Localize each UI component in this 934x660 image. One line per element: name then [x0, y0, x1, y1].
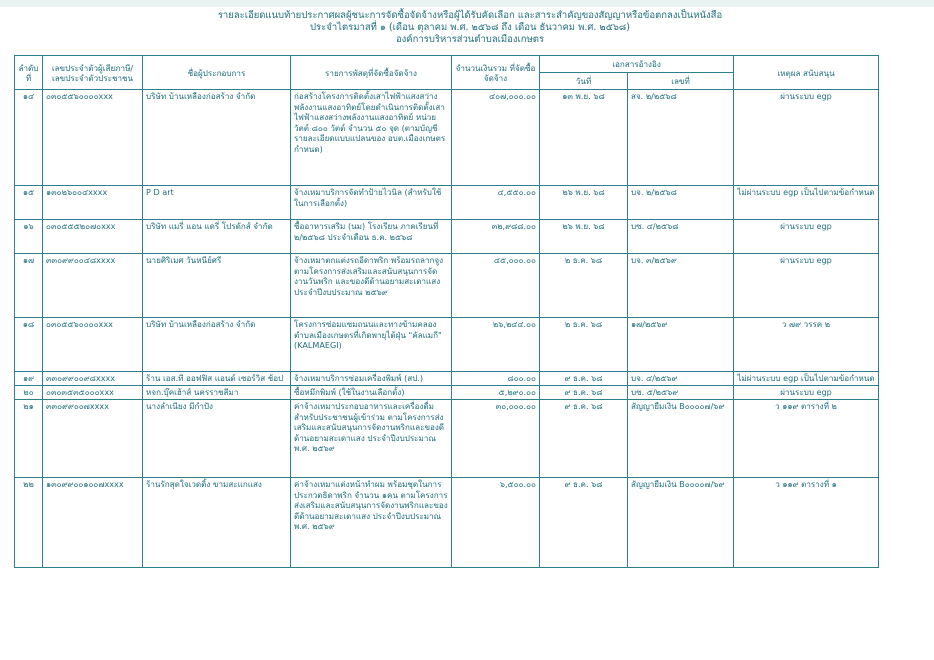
header-reason: เหตุผล สนับสนุน — [734, 56, 879, 90]
row-no: ๑๙ — [15, 372, 43, 386]
row-taxid: ๐๓๐๓๕๓๕๐๐๐xxx — [43, 386, 143, 400]
table-row — [15, 254, 879, 318]
row-description: ค่าจ้างเหมาแต่งหน้าทำผม พร้อมชุดในการประกวดธิดาพริก จำนวน ๑คน ตามโครงการส่งเสริมและสนับสนุนการจัดงานพริกและของดีด้านอยามสะเดาแสง ประจำปีงบประมาณ พ.ศ. ๒๕๖๙ — [291, 478, 452, 568]
header-description: รายการพัสดุที่จัดซื้อจัดจ้าง — [291, 56, 452, 90]
row-date: ๙ ธ.ค. ๖๘ — [540, 372, 628, 386]
table-row — [15, 90, 879, 186]
table-row — [15, 186, 879, 220]
row-amount: ๕,๒๙๐.๐๐ — [452, 386, 540, 400]
row-amount: ๒๖,๒๔๔.๐๐ — [452, 318, 540, 372]
row-description: จ้างเหมาบริการซ่อมเครื่องพิมพ์ (สป.) — [291, 372, 452, 386]
row-amount: ๔๕,๐๐๐.๐๐ — [452, 254, 540, 318]
row-no: ๑๖ — [15, 220, 43, 254]
table-row — [15, 318, 879, 372]
scan-edge — [0, 0, 934, 7]
row-taxid: ๑๓๐๒๖๐๐๔xxxx — [43, 186, 143, 220]
row-amount: ๓๐,๐๐๐.๐๐ — [452, 400, 540, 478]
row-reason: ผ่านระบบ egp — [734, 254, 879, 318]
header-no: ลำดับที่ — [15, 56, 43, 90]
table-row — [15, 400, 879, 478]
row-vendor: นายศิริเมศ วันหนีย์ศรี — [143, 254, 291, 318]
title-line-2: ประจำไตรมาสที่ ๑ (เดือน ตุลาคม พ.ศ. ๒๕๖๘ ถึง เดือน ธันวาคม พ.ศ. ๒๕๖๘) — [310, 22, 630, 34]
header-reference: เอกสารอ้างอิง — [540, 56, 734, 73]
row-number: บซ. ๕/๒๕๖๙ — [628, 386, 734, 400]
table-row — [15, 386, 879, 400]
row-description: จ้างเหมาตกแต่งรถอีดาพริก พร้อมรถลากจูง ตามโครงการส่งเสริมและสนับสนุนการจัดงานวันพริก และของดีด้านอยามสะเดาแสง ประจำปีงบประมาณ ๒๕๖๙ — [291, 254, 452, 318]
row-number: บจ. ๒/๒๕๖๘ — [628, 186, 734, 220]
row-number: บจ. ๔/๒๕๖๙ — [628, 372, 734, 386]
row-description: ซื้ออาหารเสริม (นม) โรงเรียน ภาคเรียนที่ ๒/๒๕๖๘ ประจำเดือน ธ.ค. ๒๕๖๘ — [291, 220, 452, 254]
header-amount: จำนวนเงินรวม ที่จัดซื้อจัดจ้าง — [452, 56, 540, 90]
row-taxid: ๓๓๐๙๙๐๐๙๘xxxx — [43, 372, 143, 386]
row-date: ๑๓ พ.ย. ๖๘ — [540, 90, 628, 186]
row-date: ๙ ธ.ค. ๖๘ — [540, 400, 628, 478]
row-description: ก่อสร้างโครงการติดตั้งเสาไฟฟ้าแสงสว่างพลังงานแสงอาทิตย์โดยดำเนินการติดตั้งเสาไฟฟ้าแสงสว่างพลังงานแสงอาทิตย์ หน่วยวัตต์ ๘๐๐ วัตต์ จำนวน ๕๐ จุด (ตามบัญชีรายละเอียดแบบแปลนของ อบต.เมืองเกษตรกำหนด) — [291, 90, 452, 186]
header-taxid: เลขประจำตัวผู้เสียภาษี/ เลขประจำตัวประชาชน — [43, 56, 143, 90]
row-vendor: บริษัท บ้านเหลืองก่อสร้าง จำกัด — [143, 90, 291, 186]
row-number: สัญญายืมเงิน B๐๐๐๐๗/๖๙ — [628, 478, 734, 568]
row-amount: ๘๐๐.๐๐ — [452, 372, 540, 386]
table-row — [15, 372, 879, 386]
row-reason: ว ๗๙ วรรค ๒ — [734, 318, 879, 372]
row-vendor: P D art — [143, 186, 291, 220]
document-title — [150, 10, 790, 47]
row-no: ๑๘ — [15, 318, 43, 372]
row-taxid: ๑๓๐๙๙๐๐๑๐๐๗xxxx — [43, 478, 143, 568]
row-amount: ๖,๕๐๐.๐๐ — [452, 478, 540, 568]
row-description: โครงการซ่อมแซมถนนและทางข้ามคลอง ตำบลเมืองเกษตรที่เกิดพายุไต้ฝุ่น "คัลแมกี" (KALMAEGI) — [291, 318, 452, 372]
row-vendor: นางลำเนียง มีกำปัง — [143, 400, 291, 478]
row-amount: ๔๐๗,๐๐๐.๐๐ — [452, 90, 540, 186]
table-row — [15, 220, 879, 254]
row-date: ๙ ธ.ค. ๖๘ — [540, 386, 628, 400]
row-reason: ไม่ผ่านระบบ egp เป็นไปตามข้อกำหนด — [734, 186, 879, 220]
row-amount: ๓๒,๙๘๘.๐๐ — [452, 220, 540, 254]
row-taxid: ๓๓๐๙๙๐๐๗xxxx — [43, 400, 143, 478]
row-date: ๒๖ พ.ย. ๖๘ — [540, 220, 628, 254]
row-reason: ไม่ผ่านระบบ egp เป็นไปตามข้อกำหนด — [734, 372, 879, 386]
header-date: วันที่ — [540, 73, 628, 90]
row-vendor: หจก.บุ๊คเฮ้าส์ นครราชสีมา — [143, 386, 291, 400]
row-vendor: ร้าน เอส.ที ออฟฟิส แอนด์ เซอร์วิส ช้อป — [143, 372, 291, 386]
row-vendor: บริษัท บ้านเหลืองก่อสร้าง จำกัด — [143, 318, 291, 372]
row-amount: ๔,๕๕๐.๐๐ — [452, 186, 540, 220]
row-reason: ว ๑๑๙ ตารางที่ ๒ — [734, 400, 879, 478]
row-date: ๙ ธ.ค. ๖๘ — [540, 478, 628, 568]
row-reason: ผ่านระบบ egp — [734, 386, 879, 400]
row-reason: ผ่านระบบ egp — [734, 220, 879, 254]
row-date: ๒ ธ.ค. ๖๘ — [540, 254, 628, 318]
row-number: สจ. ๒/๒๕๖๘ — [628, 90, 734, 186]
row-vendor: บริษัท แมรี่ แอน แดรี่ โปรดักส์ จำกัด — [143, 220, 291, 254]
row-taxid: ๐๓๐๕๕๕๒๐๗๐xxx — [43, 220, 143, 254]
title-line-3: องค์การบริหารส่วนตำบลเมืองเกษตร — [395, 34, 545, 46]
row-taxid: ๓๓๐๙๙๐๐๔๘xxxx — [43, 254, 143, 318]
row-description: ค่าจ้างเหมาประกอบอาหารและเครื่องดื่มสำหรับประชาชนผู้เข้าร่วม ตามโครงการส่งเสริมและสนับสนุนการจัดงานพริกและของดีด้านอยามสะเดาแสง ประจำปีงบประมาณ พ.ศ. ๒๕๖๙ — [291, 400, 452, 478]
row-date: ๒ ธ.ค. ๖๘ — [540, 318, 628, 372]
row-number: สัญญายืมเงิน B๐๐๐๐๗/๖๙ — [628, 400, 734, 478]
table-row — [15, 478, 879, 568]
row-no: ๒๑ — [15, 400, 43, 478]
procurement-table — [14, 55, 879, 568]
header-number: เลขที่ — [628, 73, 734, 90]
row-no: ๑๔ — [15, 90, 43, 186]
title-line-1: รายละเอียดแนบท้ายประกาศผลผู้ชนะการจัดซื้อจัดจ้างหรือผู้ได้รับคัดเลือก และสาระสำคัญของสัญญาหรือข้อตกลงเป็นหนังสือ — [217, 10, 723, 21]
row-no: ๒๒ — [15, 478, 43, 568]
row-reason: ว ๑๑๙ ตารางที่ ๑ — [734, 478, 879, 568]
header-vendor: ชื่อผู้ประกอบการ — [143, 56, 291, 90]
row-taxid: ๐๓๐๕๕๖๐๐๐๐xxx — [43, 318, 143, 372]
row-number: ๑๗/๒๕๖๙ — [628, 318, 734, 372]
row-description: จ้างเหมาบริการจัดทำป้ายไวนิล (สำหรับใช้ในการเลือกตั้ง) — [291, 186, 452, 220]
row-taxid: ๐๓๐๕๕๖๐๐๐๐xxx — [43, 90, 143, 186]
row-date: ๒๖ พ.ย. ๖๘ — [540, 186, 628, 220]
row-description: ซื้อหมึกพิมพ์ (ใช้ในงานเลือกตั้ง) — [291, 386, 452, 400]
row-no: ๒๐ — [15, 386, 43, 400]
row-no: ๑๗ — [15, 254, 43, 318]
row-number: บซ. ๔/๒๕๖๘ — [628, 220, 734, 254]
row-reason: ผ่านระบบ egp — [734, 90, 879, 186]
row-vendor: ร้านรักสุดใจเวดดิ้ง ขามสะแกแสง — [143, 478, 291, 568]
row-number: บจ. ๓/๒๕๖๙ — [628, 254, 734, 318]
row-no: ๑๕ — [15, 186, 43, 220]
